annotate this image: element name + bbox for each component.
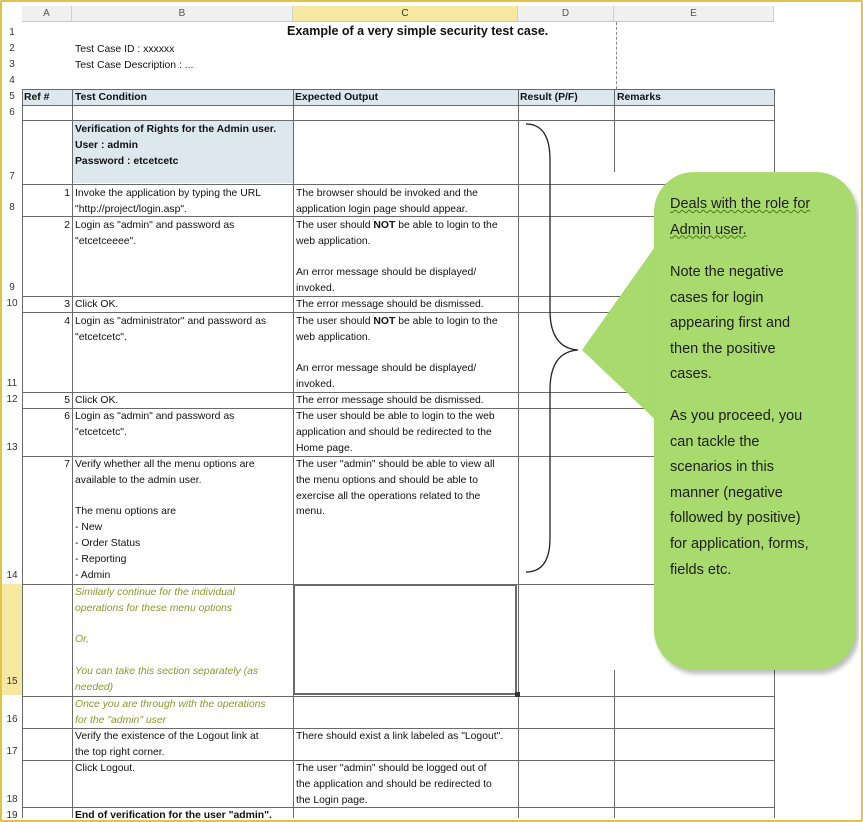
test-condition[interactable]: Click Logout. xyxy=(75,763,136,774)
end-of-verification[interactable]: End of verification for the user "admin". xyxy=(75,810,272,818)
row-number[interactable]: 14 xyxy=(6,570,18,581)
curly-brace xyxy=(522,120,582,576)
test-condition[interactable]: Login as "admin" and password as "etcetcetc". xyxy=(75,411,235,438)
column-header-e[interactable]: E xyxy=(614,6,774,22)
callout-text-proceed: As you proceed, you can tackle the scenarios in this manner (negative followed by positive) for application, forms, fields etc. xyxy=(670,408,809,578)
grid-line xyxy=(22,89,23,818)
emphasis-not: NOT xyxy=(373,220,396,231)
row-number[interactable]: 2 xyxy=(9,43,15,54)
header-ref[interactable]: Ref # xyxy=(24,92,50,103)
sheet-title[interactable]: Example of a very simple security test case. xyxy=(287,24,549,38)
header-test-condition[interactable]: Test Condition xyxy=(75,92,147,103)
grid-line xyxy=(22,760,774,761)
row-number-selected[interactable]: 15 xyxy=(2,584,22,695)
ref-number[interactable]: 7 xyxy=(64,459,70,470)
spreadsheet xyxy=(2,2,859,818)
expected-output[interactable] xyxy=(294,218,518,297)
expected-text: The user should xyxy=(296,220,374,231)
test-condition[interactable]: Invoke the application by typing the URL "http://project/login.asp". xyxy=(75,188,261,215)
grid-line xyxy=(614,670,615,818)
grid-line xyxy=(22,807,774,808)
row-number[interactable]: 5 xyxy=(9,91,15,102)
row-number[interactable]: 12 xyxy=(6,394,18,405)
row-number[interactable]: 16 xyxy=(6,714,18,725)
column-header-d[interactable]: D xyxy=(518,6,614,22)
grid-line xyxy=(22,728,774,729)
test-condition[interactable]: Click OK. xyxy=(75,395,119,406)
grid-line xyxy=(518,89,519,818)
grid-line xyxy=(22,184,774,185)
test-case-id[interactable]: Test Case ID : xxxxxx xyxy=(75,44,175,55)
row-number[interactable]: 13 xyxy=(6,442,18,453)
test-condition[interactable]: Verify whether all the menu options are available to the admin user. The menu options are - New - Order Status - Reporting - Admin xyxy=(75,459,255,581)
callout-text-negative: Note the negative cases for login appearing first and then the positive cases. xyxy=(670,264,791,383)
grid-line xyxy=(72,89,73,818)
row-number[interactable]: 3 xyxy=(9,59,15,70)
test-condition[interactable]: Login as "admin" and password as "etcetceeee". xyxy=(75,220,235,247)
header-expected-output[interactable]: Expected Output xyxy=(295,92,379,103)
note-once-through[interactable]: Once you are through with the operations for the "admin" user xyxy=(75,699,266,726)
row-number[interactable]: 17 xyxy=(6,746,18,757)
row-number[interactable]: 8 xyxy=(9,202,15,213)
header-result[interactable]: Result (P/F) xyxy=(520,92,578,103)
ref-number[interactable]: 6 xyxy=(64,411,70,422)
test-case-description[interactable]: Test Case Description : ... xyxy=(75,60,194,71)
expected-output[interactable]: The browser should be invoked and the application login page should appear. xyxy=(296,188,478,215)
ref-number[interactable]: 3 xyxy=(64,299,70,310)
ref-number[interactable]: 1 xyxy=(64,188,70,199)
expected-output[interactable] xyxy=(294,314,518,393)
expected-text: be able to login to the web application. An error message should be displayed/ invoked. xyxy=(296,316,498,391)
row-number[interactable]: 4 xyxy=(9,75,15,86)
callout-pointer xyxy=(574,232,666,432)
row-number[interactable]: 10 xyxy=(6,298,18,309)
grid-line xyxy=(22,105,774,106)
row-number[interactable]: 7 xyxy=(9,171,15,182)
page-break-line xyxy=(616,22,617,89)
grid-line xyxy=(293,89,294,818)
grid-line xyxy=(774,89,775,172)
row-number[interactable]: 6 xyxy=(9,107,15,118)
expected-text: be able to login to the web application. An error message should be displayed/ invoked. xyxy=(296,220,498,295)
test-condition[interactable]: Click OK. xyxy=(75,299,119,310)
ref-number[interactable]: 5 xyxy=(64,395,70,406)
expected-output[interactable]: There should exist a link labeled as "Logout". xyxy=(296,731,504,742)
row-number[interactable]: 11 xyxy=(6,378,18,389)
column-header-b[interactable]: B xyxy=(72,6,293,22)
expected-output[interactable]: The user should be able to login to the web application and should be redirected to the Home page. xyxy=(296,411,495,454)
verification-block[interactable]: Verification of Rights for the Admin user. User : admin Password : etcetcetc xyxy=(75,124,277,167)
grid-line xyxy=(22,89,774,90)
grid-line xyxy=(22,120,774,121)
grid-line xyxy=(614,89,615,172)
column-header-a[interactable]: A xyxy=(22,6,72,22)
expected-text: The user should xyxy=(296,316,374,327)
ref-number[interactable]: 2 xyxy=(64,220,70,231)
selected-cell[interactable] xyxy=(293,584,517,695)
expected-output[interactable]: The error message should be dismissed. xyxy=(296,299,484,310)
emphasis-not: NOT xyxy=(373,316,396,327)
ref-number[interactable]: 4 xyxy=(64,316,70,327)
header-remarks[interactable]: Remarks xyxy=(617,92,661,103)
test-condition[interactable]: Verify the existence of the Logout link at the top right corner. xyxy=(75,731,259,758)
note-continue[interactable]: Similarly continue for the individual operations for these menu options Or, You can take this section separately (as needed) xyxy=(75,587,259,693)
expected-output[interactable]: The user "admin" should be logged out of the application and should be redirected to the Login page. xyxy=(296,763,492,806)
grid-line xyxy=(22,696,774,697)
row-number[interactable]: 18 xyxy=(6,794,18,805)
grid-line xyxy=(774,670,775,818)
expected-output[interactable]: The error message should be dismissed. xyxy=(296,395,484,406)
row-number[interactable]: 19 xyxy=(6,810,18,818)
expected-output[interactable]: The user "admin" should be able to view all the menu options and should be able to exercise all the operations related to the menu. xyxy=(296,459,495,518)
fill-handle[interactable] xyxy=(515,692,520,697)
callout-text-role: Deals with the role for Admin user. xyxy=(670,196,811,238)
row-number[interactable]: 9 xyxy=(9,282,15,293)
row-number[interactable]: 1 xyxy=(9,27,15,38)
test-condition[interactable]: Login as "administrator" and password as "etcetcetc". xyxy=(75,316,267,343)
column-header-c[interactable]: C xyxy=(293,6,518,22)
